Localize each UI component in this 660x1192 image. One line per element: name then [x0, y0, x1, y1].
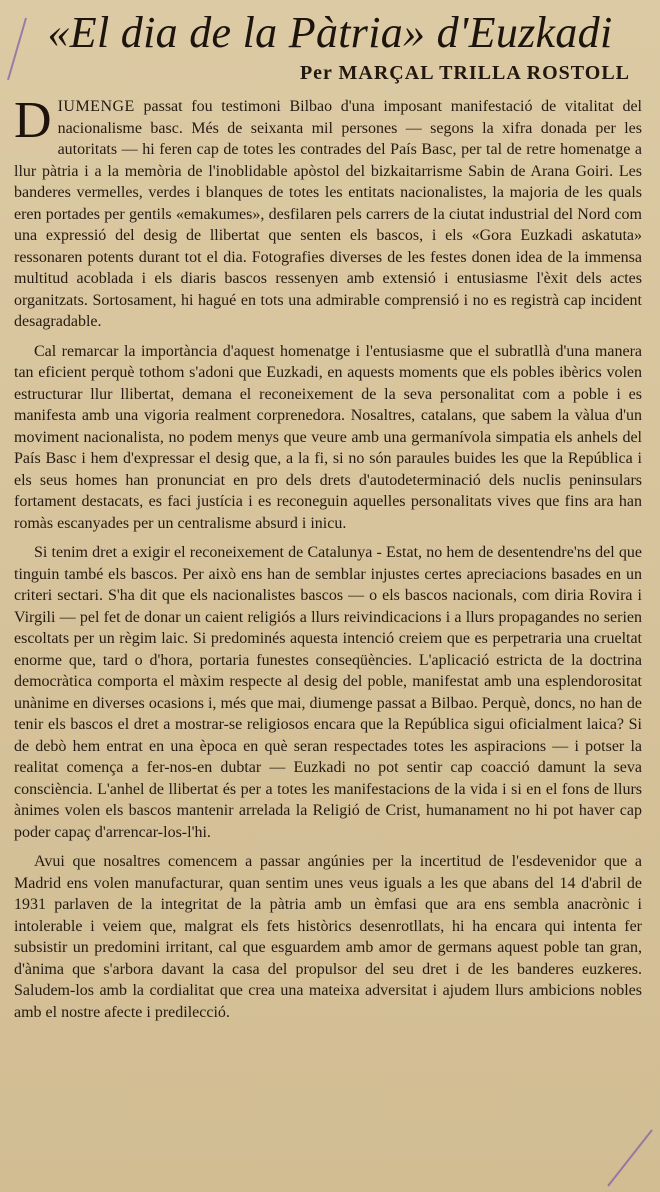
paragraph-2: Cal remarcar la importància d'aquest homenatge i l'entusiasme que el subratllà d'una manera tan eficient perquè tothom s'adoni que Euzkadi, en aquests moments que els pobles ibèrics volen estructurar llur llibertat, demana el reconeixement de la seva personalitat com a poble i es manifesta amb una vigoria realment corprenedora. Nosaltres, catalans, que sabem la vàlua d'un moviment nacionalista, no podem menys que veure amb una germanívola simpatia els anhels del País Basc i hem d'expressar el desig que, a la fi, si no són paraules buides les que la República i els seus homes han pronunciat en pro dels drets d'autodeterminació dels nuclis peninsulars fortament destacats, es faci justícia i es reconeguin aquelles personalitats vives que fins ara han romàs escanyades per un centralisme absurd i inicu. [14, 342, 642, 532]
pencil-mark-bottom-right [600, 1120, 660, 1192]
article-body [14, 92, 642, 1031]
article-byline: Per MARÇAL TRILLA ROSTOLL [299, 62, 630, 84]
drop-cap: D [14, 92, 52, 149]
paragraph-3: Si tenim dret a exigir el reconeixement de Catalunya - Estat, no hem de desentendre'ns del que tinguin també els bascos. Per això ens han de semblar injustes certes apreciacions basades en un criteri sectari. S'ha dit que els nacionalistes bascos — o els bascos nacionals, com diria Rovira i Virgili — pel fet de donar un caient religiós a llurs reivindicacions i a llurs propagandes no serien escoltats per un règim laic. Si predominés aquesta intenció creiem que es perpetraria una crueltat enorme que, tard o d'hora, portaria funestes conseqüències. L'aplicació estricta de la doctrina democràtica comporta el màxim respecte al desig del poble, manifestat amb una esplendorositat unànime en diverses ocasions i, més que mai, diumenge passat a Bilbao. Perquè, doncs, no han de tenir els bascos el dret a mostrar-se religiosos encara que la República sigui oficialment laica? Si de debò hem entrat en una època en què seran respectades totes les aspiracions — i potser la realitat comença a fer-nos-en dubtar — Euzkadi no pot sentir cap coacció damunt la seva consciència. L'anhel de llibertat és per a totes les manifestacions de la vida i si en el fons de llurs ànimes volen els bascos mantenir arrelada la Religió de Crist, humanament no hi pot haver cap poder capaç d'arrencar-los-l'hi. [14, 544, 642, 841]
paragraph-4: Avui que nosaltres comencem a passar angúnies per la incertitud de l'esdevenidor que a Madrid ens volen manufacturar, quan sentim unes veus iguals a les que abans del 14 d'abril de 1931 parlaven de la integritat de la pàtria amb un èmfasi que ara ens sembla anacrònic i intolerable i veiem que, malgrat els fets històrics desenrotllats, hi ha encara qui intenta fer subsistir un predomini irritant, cal que esguardem amb amor de germans aquest poble tan gran, d'ànima que s'arbora davant la casa del propulsor del seu dret i de les banderes euzkeres. Saludem-los amb la cordialitat que crea una mateixa adversitat i ajudem llurs ambicions nobles amb el nostre afecte i predilecció. [14, 853, 642, 1021]
paragraph-1 [14, 92, 642, 333]
article-title: «El dia de la Pàtria» d'Euzkadi [47, 8, 613, 57]
paragraph-1-text: passat fou testimoni Bilbao d'una imposant manifestació de vitalitat del nacionalisme basc. Més de seixanta mil persones — segons la xifra donada per les autoritats — hi feren cap de totes les contrades del País Basc, per tal de retre homenatge a llur pàtria i a la memòria de l'inoblidable apòstol del bizkaitarrisme Sabin de Arana Goiri. Les banderes vermelles, verdes i blanques de totes les entitats nacionalistes, la majoria de les quals eren portades per gentils «emakumes», desfilaren pels carrers de la ciutat industrial del Nord com una expressió del desig de llibertat que senten els bascos, i els «Gora Euzkadi askatuta» ressonaren potents durant tot el dia. Fotografies diverses de les festes donen idea de la immensa multitud acoblada i els diaris bascos ressenyen amb extensió i entusiasme l'èxit dels actes organitzats. Sortosament, hi hagué en tots una admirable comprensió i no es registrà cap incident desagradable. [14, 98, 642, 330]
first-word: IUMENGE [57, 98, 135, 115]
